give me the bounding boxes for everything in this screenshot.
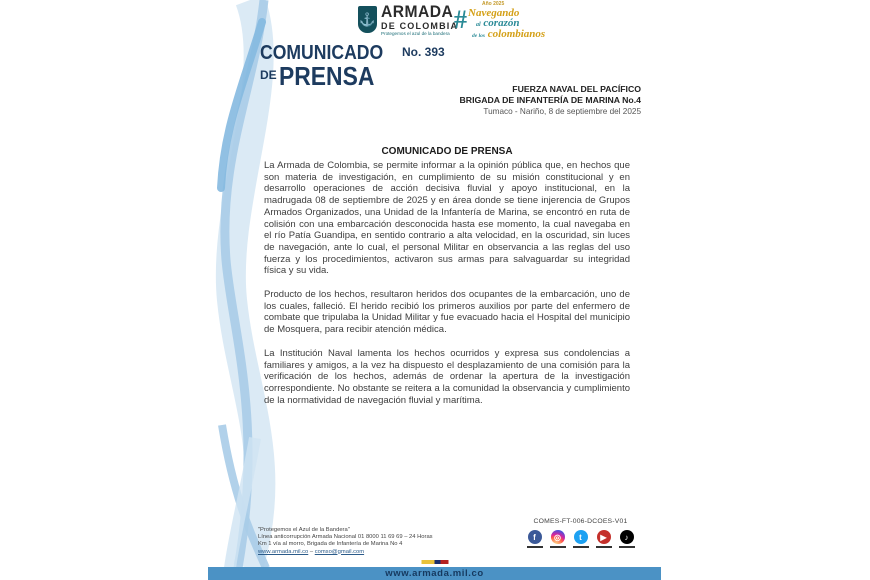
anchor-crest-icon: ⚓	[358, 6, 377, 33]
tiktok-handle-text	[619, 546, 635, 548]
social-icons	[508, 530, 653, 548]
heading-de: DE	[260, 68, 277, 82]
footer-social-block	[508, 518, 653, 548]
instagram-icon-group	[550, 530, 566, 548]
document-body	[264, 160, 630, 418]
twitter-icon[interactable]: t	[574, 530, 588, 544]
press-release-page	[208, 0, 661, 580]
armada-logo	[358, 3, 460, 37]
tiktok-icon-group	[619, 530, 635, 548]
facebook-icon[interactable]: f	[528, 530, 542, 544]
facebook-icon-group	[527, 530, 543, 548]
paragraph-3: La Institución Naval lamenta los hechos ocurridos y expresa sus condolencias a familiares y amigos, a la vez ha dispuesto el desplazamiento de una comisión para la verificación de los hechos, además de ordenar la apertura de la investigación correspondiente. No obstante se reitera a la comunidad la observancia y cumplimiento de la normatividad de navegación fluvial y marítima.	[264, 347, 630, 406]
facebook-handle-text	[527, 546, 543, 548]
instagram-handle-text	[550, 546, 566, 548]
armada-logo-tagline: Protegemos el azul de la bandera	[381, 31, 450, 36]
colombia-flag-icon	[421, 560, 448, 564]
campaign-line1: Navegando	[468, 7, 520, 19]
unit-name-line2: BRIGADA DE INFANTERÍA DE MARINA No.4	[459, 95, 641, 106]
document-title: COMUNICADO DE PRENSA	[381, 146, 513, 157]
press-release-number: No. 393	[402, 45, 445, 59]
footer-contact-block	[258, 527, 433, 556]
document-type-heading	[260, 44, 445, 89]
footer-links-line	[258, 549, 433, 556]
form-code: COMES-FT-006-DCOES-V01	[533, 518, 628, 525]
website-link[interactable]: www.armada.mil.co	[258, 548, 309, 555]
campaign-line2: al corazón	[476, 17, 520, 29]
campaign-logo	[454, 1, 549, 45]
email-link[interactable]: comso@gmail.com	[314, 548, 365, 555]
heading-prensa: PRENSA	[278, 61, 375, 91]
youtube-icon[interactable]: ▶	[597, 530, 611, 544]
footer-anticorruption-line: Línea anticorrupción Armada Nacional 01 8000 11 69 69 – 24 Horas	[258, 534, 433, 541]
paragraph-2: Producto de los hechos, resultaron heridos dos ocupantes de la embarcación, uno de los cuales, falleció. El herido recibió los primeros auxilios por parte del enfermero de combate que tripulaba la Unidad Militar y fue evacuado hacia el Hospital del municipio de Mosquera, para recibir atención médica.	[264, 289, 630, 336]
twitter-handle-text	[573, 546, 589, 548]
unit-header	[460, 84, 641, 117]
heading-comunicado: COMUNICADO	[260, 42, 384, 64]
armada-logo-sub: DE COLOMBIA	[381, 21, 459, 31]
tiktok-icon[interactable]: ♪	[620, 530, 634, 544]
bottom-bar-url[interactable]: www.armada.mil.co	[385, 568, 484, 579]
footer-address-line: Km 1 vía al morro, Brigada de Infantería de Marina No 4	[258, 541, 403, 548]
link-separator: –	[308, 548, 315, 555]
armada-logo-name: ARMADA	[381, 2, 454, 21]
campaign-year: Año 2025	[482, 1, 505, 7]
campaign-line3: de los colombianos	[472, 28, 546, 40]
dateline: Tumaco - Nariño, 8 de septiembre del 2025	[483, 106, 641, 116]
paragraph-1: La Armada de Colombia, se permite informar a la opinión pública que, en hechos que son materia de investigación, en cumplimiento de su misión constitucional y en desarrollo operaciones de acción decisiva fluvial y apoyo institucional, en la madrugada 08 de septiembre de 2025 y en área donde se tiene injerencia de Grupos Armados Organizados, una Unidad de la Infantería de Marina, se encontró en ruta de colisión con una embarcación desconocida hasta ese momento, la cual navegaba en el río Patía Guandipa, en sentido contrario a alta velocidad, en la oscuridad, sin luces de navegación, ante lo cual, el personal Militar en observancia a las reglas del uso fuerza y los procedimientos, activaron sus armas para salvaguardar su integridad física y su vida.	[264, 160, 630, 277]
bottom-bar[interactable]	[208, 567, 661, 580]
youtube-icon-group	[596, 530, 612, 548]
twitter-icon-group	[573, 530, 589, 548]
instagram-icon[interactable]: ◎	[551, 530, 565, 544]
hashtag-icon: #	[454, 5, 467, 34]
youtube-handle-text	[596, 546, 612, 548]
unit-name-line1: FUERZA NAVAL DEL PACÍFICO	[512, 84, 641, 94]
footer-motto: "Protegemos el Azul de la Bandera"	[258, 527, 350, 533]
